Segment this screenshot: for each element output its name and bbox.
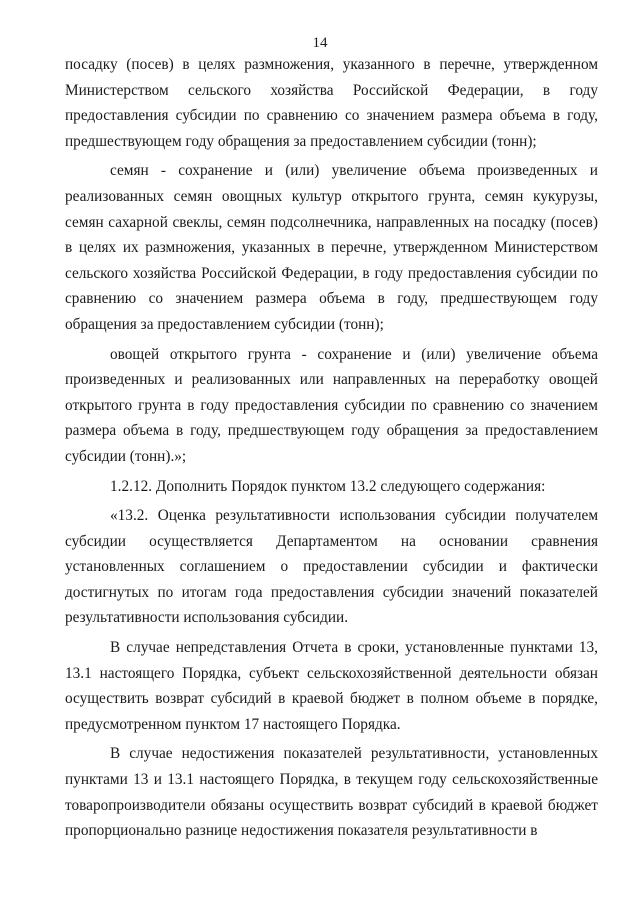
paragraph-1: посадку (посев) в целях размножения, указанного в перечне, утвержденном Министерством сельского хозяйства Российской Федерации, в году предоставления субсидии по сравнению со значением размера объема в году, предшествующем году обращения за предоставлением субсидии (тонн); xyxy=(65,56,598,150)
paragraph-7: В случае недостижения показателей результативности, установленных пунктами 13 и 13.1 настоящего Порядка, в текущем году сельскохозяйственные товаропроизводители обязаны осуществить возврат субсидий в краевой бюджет пропорционально разнице недостижения показателя результативности в xyxy=(65,745,598,840)
document-body xyxy=(65,52,598,848)
page-number: 14 xyxy=(312,35,328,51)
paragraph-2: семян - сохранение и (или) увеличение объема произведенных и реализованных семян овощных культур открытого грунта, семян кукурузы, семян сахарной свеклы, семян подсолнечника, направленных на посадку (посев) в целях их размножения, указанных в перечне, утвержденном Министерством сельского хозяйства Российской Федерации, в году предоставления субсидии по сравнению со значением размера объема в году, предшествующем году обращения за предоставлением субсидии (тонн); xyxy=(65,162,598,333)
paragraph-3: овощей открытого грунта - сохранение и (или) увеличение объема произведенных и реализованных или направленных на переработку овощей открытого грунта в году предоставления субсидии по сравнению со значением размера объема в году, предшествующем году обращения за предоставлением субсидии (тонн).»; xyxy=(65,345,598,465)
paragraph-6: В случае непредставления Отчета в сроки, установленные пунктами 13, 13.1 настоящего Порядка, субъект сельскохозяйственной деятельности обязан осуществить возврат субсидий в краевой бюджет в полном объеме в порядке, предусмотренном пунктом 17 настоящего Порядка. xyxy=(65,639,598,733)
paragraph-5: «13.2. Оценка результативности использования субсидии получателем субсидии осуществляется Департаментом на основании сравнения установленных соглашением о предоставлении субсидии и фактически достигнутых по итогам года предоставления субсидии значений показателей результативности использования субсидии. xyxy=(65,507,598,627)
paragraph-4: 1.2.12. Дополнить Порядок пунктом 13.2 следующего содержания: xyxy=(110,477,546,495)
